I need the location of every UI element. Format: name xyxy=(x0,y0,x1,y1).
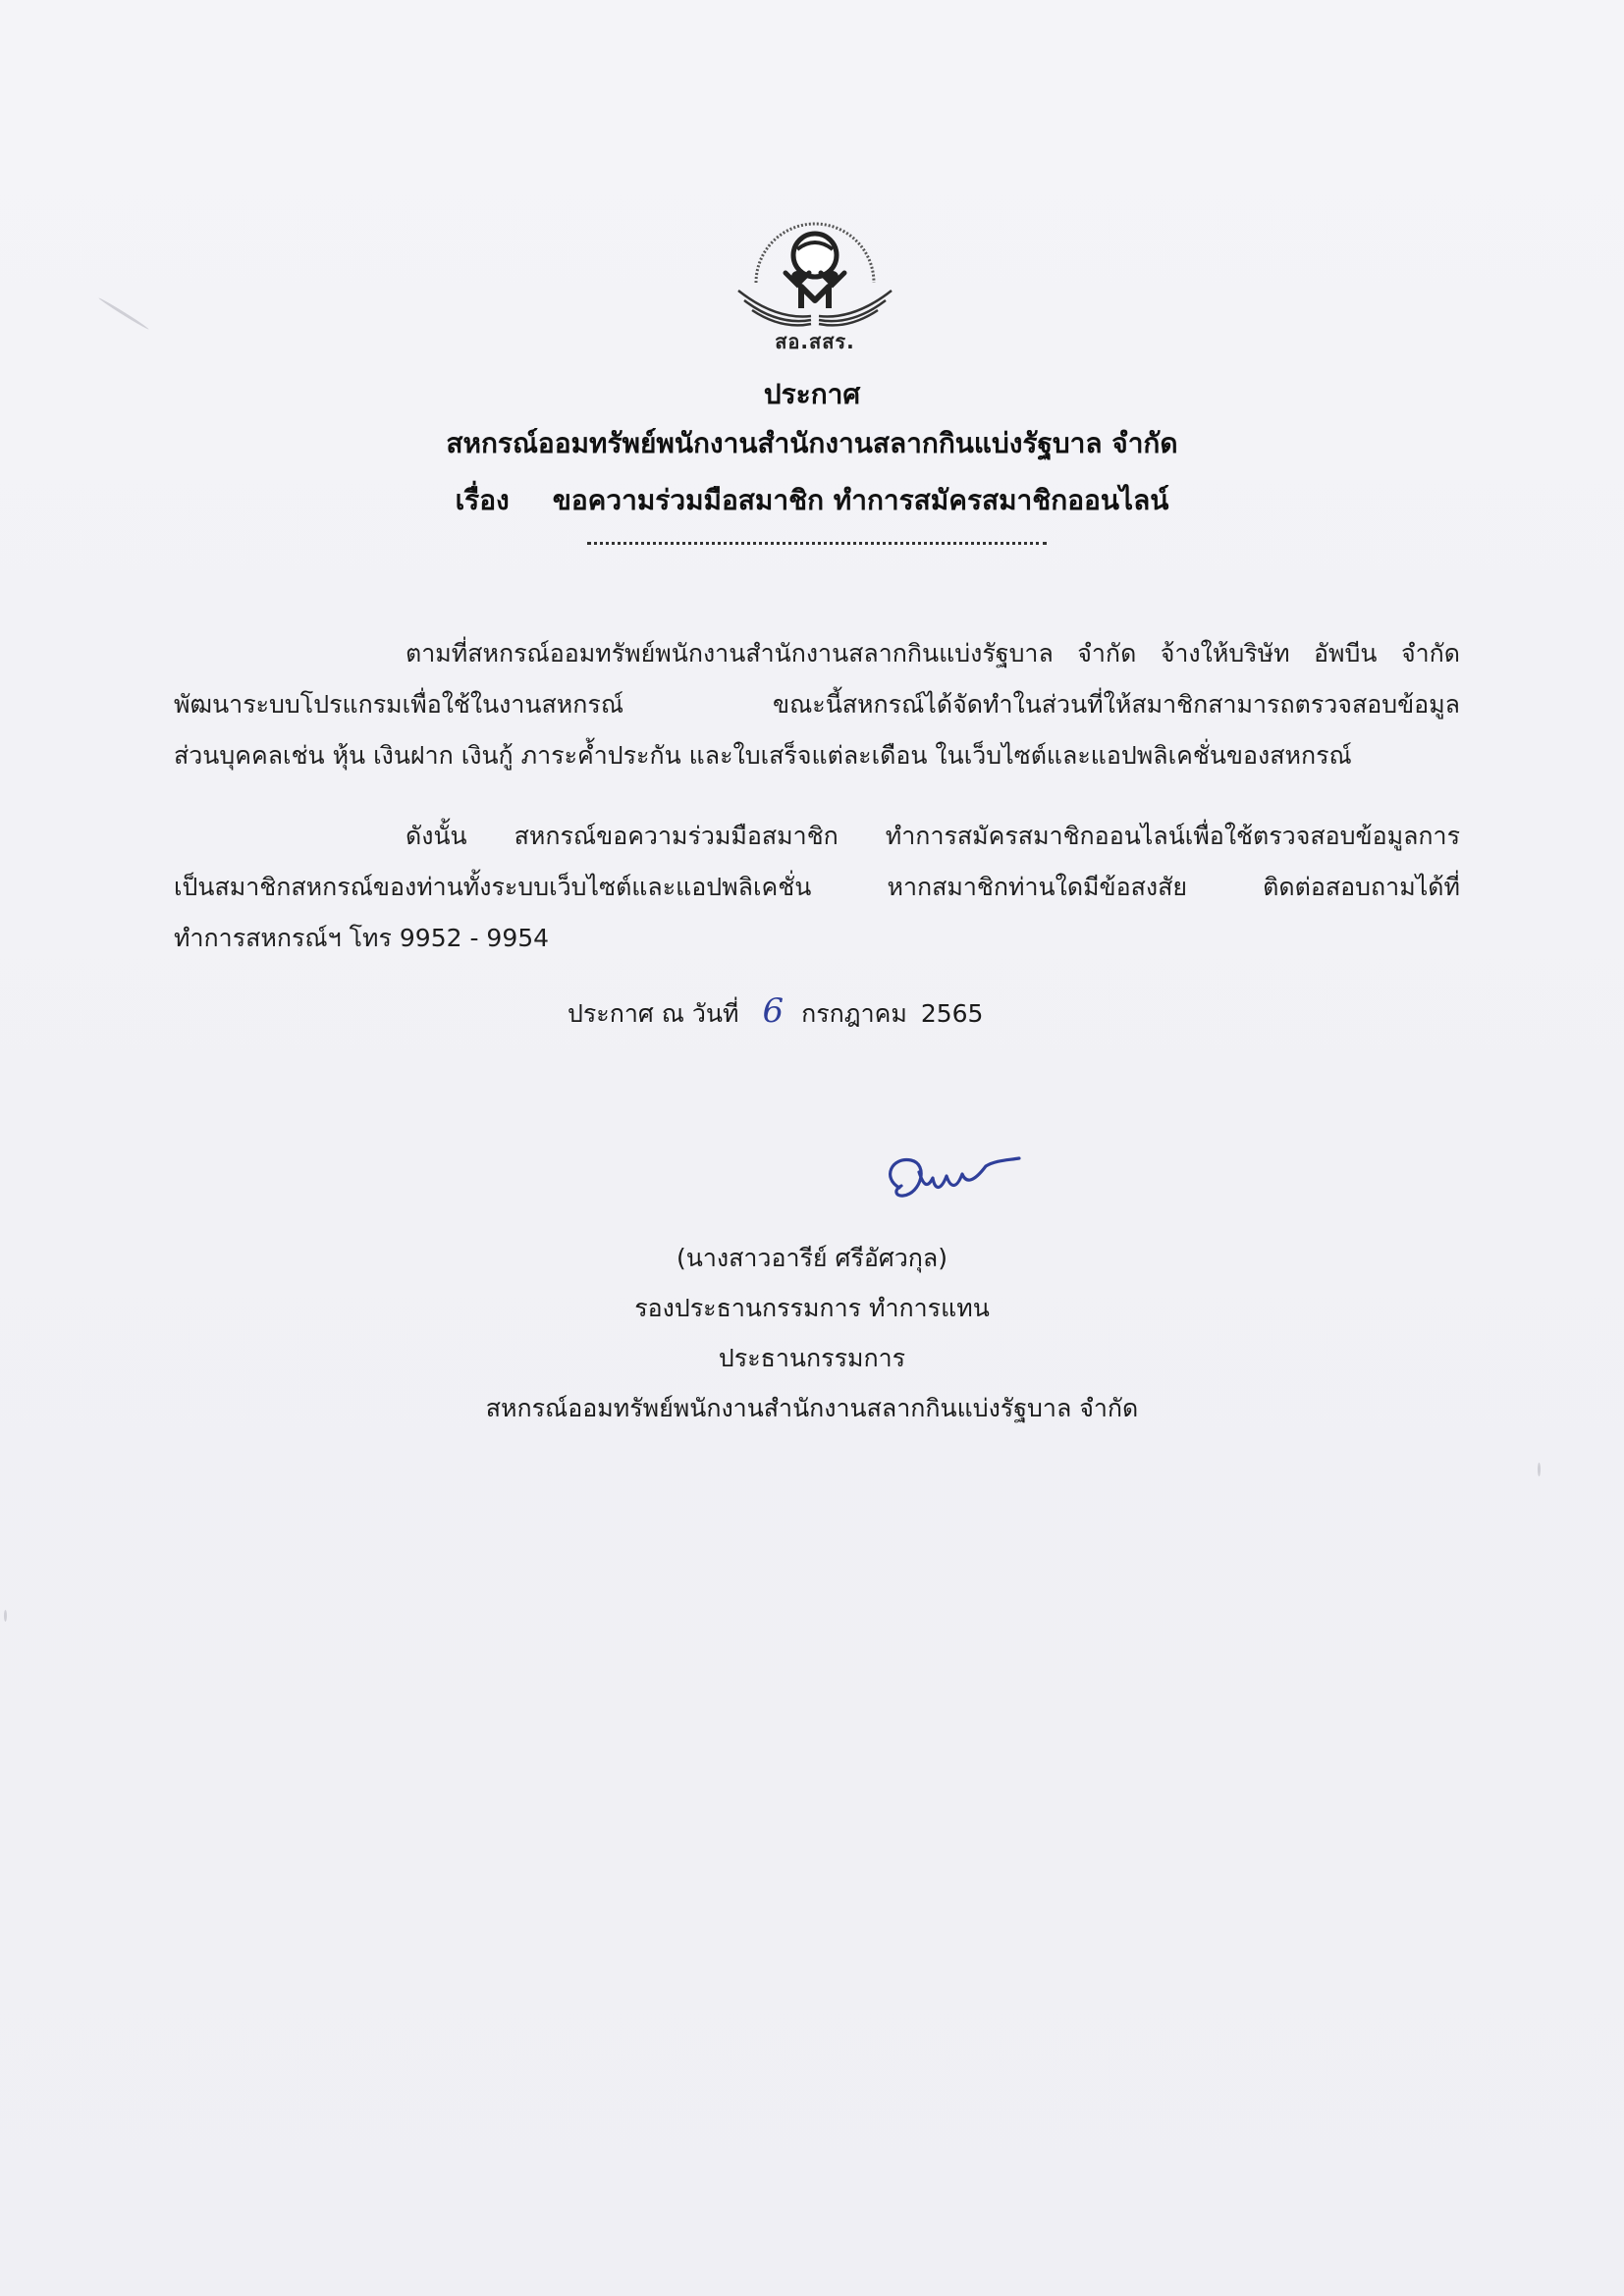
date-day-handwritten: 6 xyxy=(762,991,785,1031)
signer-organization: สหกรณ์ออมทรัพย์พนักงานสำนักงานสลากกินแบ่งรัฐบาล จำกัด xyxy=(485,1394,1139,1422)
paragraph-1-line-2: พัฒนาระบบโปรแกรมเพื่อใช้ในงานสหกรณ์ ขณะนี้สหกรณ์ได้จัดทำในส่วนที่ให้สมาชิกสามารถตรวจสอบข้อมูล xyxy=(174,690,1460,719)
scan-speck xyxy=(98,296,149,330)
date-year: 2565 xyxy=(920,999,984,1028)
paragraph-2-line-2: เป็นสมาชิกสหกรณ์ของท่านทั้งระบบเว็บไซต์และแอปพลิเคชั่น หากสมาชิกท่านใดมีข้อสงสัย ติดต่อสอบถามได้ที่ xyxy=(174,873,1460,901)
signer-position-2: ประธานกรรมการ xyxy=(718,1344,906,1372)
signer-position-1: รองประธานกรรมการ ทำการแทน xyxy=(634,1294,990,1322)
subject-label: เรื่อง xyxy=(455,484,510,516)
paragraph-1 xyxy=(174,628,1460,781)
subject-line xyxy=(0,479,1624,522)
scan-speck xyxy=(1538,1463,1541,1476)
paragraph-1-line-3: ส่วนบุคคลเช่น หุ้น เงินฝาก เงินกู้ ภาระค้ำประกัน และใบเสร็จแต่ละเดือน ในเว็บไซต์และแอปพลิเคชั่นของสหกรณ์ xyxy=(174,741,1352,770)
paragraph-2-line-3: ทำการสหกรณ์ฯ โทร 9952 - 9954 xyxy=(174,924,550,952)
paragraph-2 xyxy=(174,811,1460,964)
logo-caption: สอ.สสร. xyxy=(775,330,855,353)
announcement-title: ประกาศ xyxy=(763,378,861,410)
handwritten-signature xyxy=(872,1139,1049,1217)
scan-speck xyxy=(4,1610,7,1622)
subject-text: ขอความร่วมมือสมาชิก ทำการสมัครสมาชิกออนไลน์ xyxy=(552,484,1169,516)
dotted-separator xyxy=(587,542,1047,545)
organization-heading: สหกรณ์ออมทรัพย์พนักงานสำนักงานสลากกินแบ่งรัฐบาล จำกัด xyxy=(446,427,1178,459)
announcement-date xyxy=(568,991,983,1034)
paragraph-2-line-1: ดังนั้น สหกรณ์ขอความร่วมมือสมาชิก ทำการสมัครสมาชิกออนไลน์เพื่อใช้ตรวจสอบข้อมูลการ xyxy=(406,822,1460,850)
date-month: กรกฎาคม xyxy=(801,999,907,1028)
signer-name: (นางสาวอารีย์ ศรีอัศวกุล) xyxy=(677,1244,947,1272)
date-prefix: ประกาศ ณ วันที่ xyxy=(568,999,739,1028)
paragraph-1-line-1: ตามที่สหกรณ์ออมทรัพย์พนักงานสำนักงานสลากกินแบ่งรัฐบาล จำกัด จ้างให้บริษัท อัพบีน จำกัด xyxy=(406,639,1460,667)
